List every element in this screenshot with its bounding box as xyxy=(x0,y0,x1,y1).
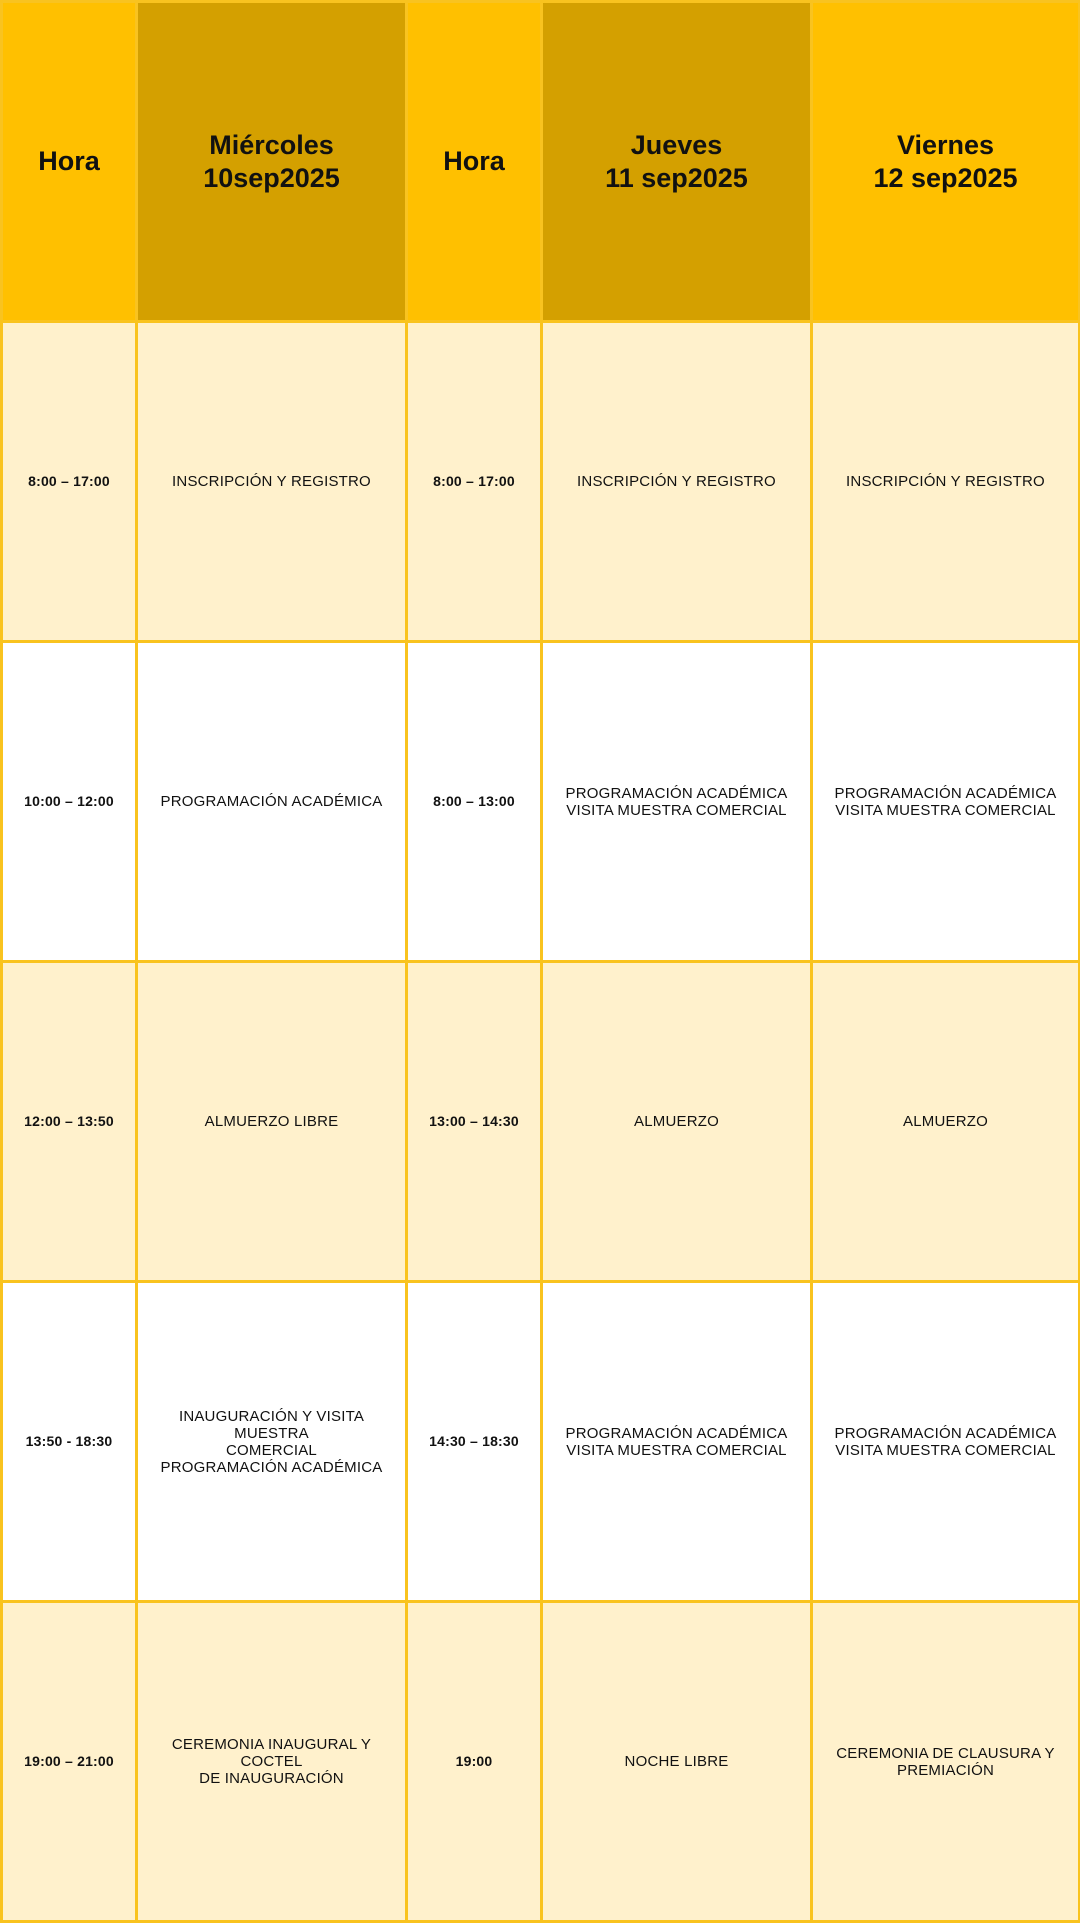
time-cell-thursday-friday: 14:30 – 18:30 xyxy=(407,1282,542,1602)
time-cell-wednesday: 13:50 - 18:30 xyxy=(2,1282,137,1602)
activity-line: PROGRAMACIÓN ACADÉMICA xyxy=(565,1424,788,1442)
activity-cell-thursday xyxy=(542,962,812,1282)
activity-line: PROGRAMACIÓN ACADÉMICA xyxy=(160,1458,383,1476)
activity-line: PROGRAMACIÓN ACADÉMICA xyxy=(160,793,383,810)
activity-line: INSCRIPCIÓN Y REGISTRO xyxy=(577,473,776,490)
activity-cell-thursday xyxy=(542,1602,812,1922)
activity-cell-friday xyxy=(812,642,1080,962)
header-day-1-date: 10sep2025 xyxy=(203,162,340,193)
activity-cell-thursday xyxy=(542,642,812,962)
header-hora-2-label: Hora xyxy=(443,146,505,176)
activity-line: ALMUERZO xyxy=(903,1113,988,1130)
header-day-2-date: 11 sep2025 xyxy=(605,162,748,193)
activity-line: VISITA MUESTRA COMERCIAL xyxy=(566,1441,787,1459)
table-row xyxy=(2,1602,1080,1922)
activity-cell-thursday xyxy=(542,322,812,642)
activity-line: NOCHE LIBRE xyxy=(624,1753,729,1770)
activity-cell-wednesday xyxy=(137,1282,407,1602)
activity-cell-friday xyxy=(812,1282,1080,1602)
time-cell-thursday-friday: 8:00 – 17:00 xyxy=(407,322,542,642)
activity-cell-friday xyxy=(812,1602,1080,1922)
header-day-3-name: Viernes xyxy=(896,129,995,160)
activity-line: CEREMONIA DE CLAUSURA Y xyxy=(836,1744,1055,1762)
activity-line: INAUGURACIÓN Y VISITA MUESTRA xyxy=(178,1407,365,1442)
activity-line: INSCRIPCIÓN Y REGISTRO xyxy=(846,473,1045,490)
table-row xyxy=(2,1282,1080,1602)
activity-line: ALMUERZO LIBRE xyxy=(204,1113,339,1130)
time-cell-wednesday: 10:00 – 12:00 xyxy=(2,642,137,962)
activity-line: COMERCIAL xyxy=(226,1441,317,1459)
time-cell-wednesday: 12:00 – 13:50 xyxy=(2,962,137,1282)
table-row xyxy=(2,322,1080,642)
time-cell-thursday-friday: 19:00 xyxy=(407,1602,542,1922)
activity-line: VISITA MUESTRA COMERCIAL xyxy=(566,801,787,819)
activity-cell-thursday xyxy=(542,1282,812,1602)
activity-cell-wednesday xyxy=(137,642,407,962)
header-row xyxy=(2,2,1080,322)
activity-line: ALMUERZO xyxy=(634,1113,719,1130)
activity-cell-friday xyxy=(812,962,1080,1282)
header-day-thursday xyxy=(542,2,812,322)
header-day-3-date: 12 sep2025 xyxy=(873,162,1018,193)
activity-line: PROGRAMACIÓN ACADÉMICA xyxy=(834,784,1057,802)
table-row xyxy=(2,962,1080,1282)
header-hora-1 xyxy=(2,2,137,322)
activity-line: PREMIACIÓN xyxy=(896,1761,994,1779)
activity-cell-friday xyxy=(812,322,1080,642)
activity-line: INSCRIPCIÓN Y REGISTRO xyxy=(172,473,371,490)
activity-line: DE INAUGURACIÓN xyxy=(199,1770,344,1787)
time-cell-thursday-friday: 13:00 – 14:30 xyxy=(407,962,542,1282)
activity-line: CEREMONIA INAUGURAL Y COCTEL xyxy=(171,1736,372,1770)
activity-cell-wednesday xyxy=(137,322,407,642)
schedule-body xyxy=(2,322,1080,1922)
activity-line: VISITA MUESTRA COMERCIAL xyxy=(835,1441,1056,1459)
header-hora-1-label: Hora xyxy=(38,146,100,176)
header-hora-2 xyxy=(407,2,542,322)
activity-cell-wednesday xyxy=(137,962,407,1282)
header-day-2-name: Jueves xyxy=(630,129,723,160)
activity-cell-wednesday xyxy=(137,1602,407,1922)
activity-line: PROGRAMACIÓN ACADÉMICA xyxy=(565,784,788,802)
schedule-header xyxy=(2,2,1080,322)
header-day-friday xyxy=(812,2,1080,322)
time-cell-wednesday: 19:00 – 21:00 xyxy=(2,1602,137,1922)
activity-line: PROGRAMACIÓN ACADÉMICA xyxy=(834,1424,1057,1442)
time-cell-thursday-friday: 8:00 – 13:00 xyxy=(407,642,542,962)
time-cell-wednesday: 8:00 – 17:00 xyxy=(2,322,137,642)
header-day-wednesday xyxy=(137,2,407,322)
header-day-1-name: Miércoles xyxy=(209,129,334,160)
table-row xyxy=(2,642,1080,962)
activity-line: VISITA MUESTRA COMERCIAL xyxy=(835,801,1056,819)
